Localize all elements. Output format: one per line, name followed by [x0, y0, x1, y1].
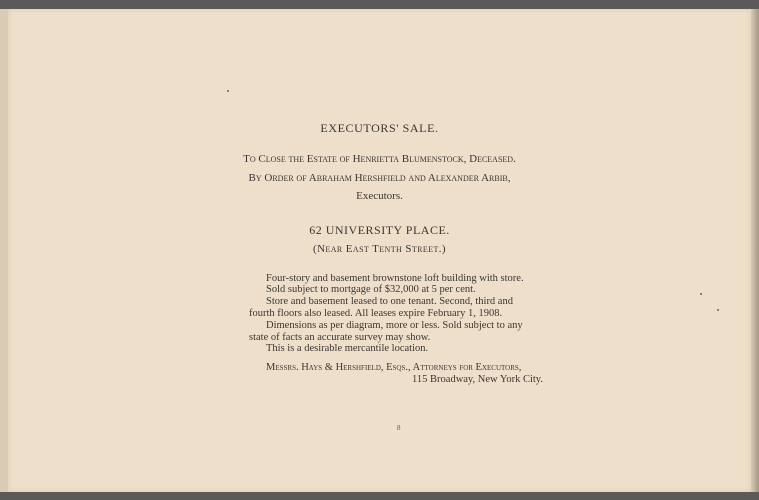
description-line: Store and basement leased to one tenant. Second, third and	[266, 296, 513, 307]
estate-line: To Close the Estate of Henrietta Blumenstock, Deceased.	[243, 153, 516, 165]
paper-speck	[227, 90, 229, 92]
cross-street: (Near East Tenth Street.)	[313, 243, 446, 255]
description-line: This is a desirable mercantile location.	[266, 343, 429, 354]
description-line: Four-story and basement brownstone loft building with store.	[266, 273, 524, 284]
description-line: Dimensions as per diagram, more or less. Sold subject to any	[266, 320, 523, 331]
attorneys-address: 115 Broadway, New York City.	[412, 374, 543, 385]
sale-title: EXECUTORS' SALE.	[320, 121, 439, 135]
page-number: 8	[397, 424, 401, 432]
description-line: Sold subject to mortgage of $32,000 at 5 per cent.	[266, 284, 476, 295]
paper-speck	[717, 309, 719, 311]
paper-speck	[700, 293, 702, 295]
attorneys-line: Messrs. Hays & Hershfield, Esqs., Attorneys for Executors,	[266, 362, 522, 373]
description-line: state of facts an accurate survey may show.	[249, 332, 431, 343]
order-line: By Order of Abraham Hershfield and Alexander Arbib,	[248, 172, 511, 184]
property-address: 62 UNIVERSITY PLACE.	[309, 223, 450, 237]
executors-line: Executors.	[356, 190, 403, 202]
description-line: fourth floors also leased. All leases expire February 1, 1908.	[249, 308, 503, 319]
